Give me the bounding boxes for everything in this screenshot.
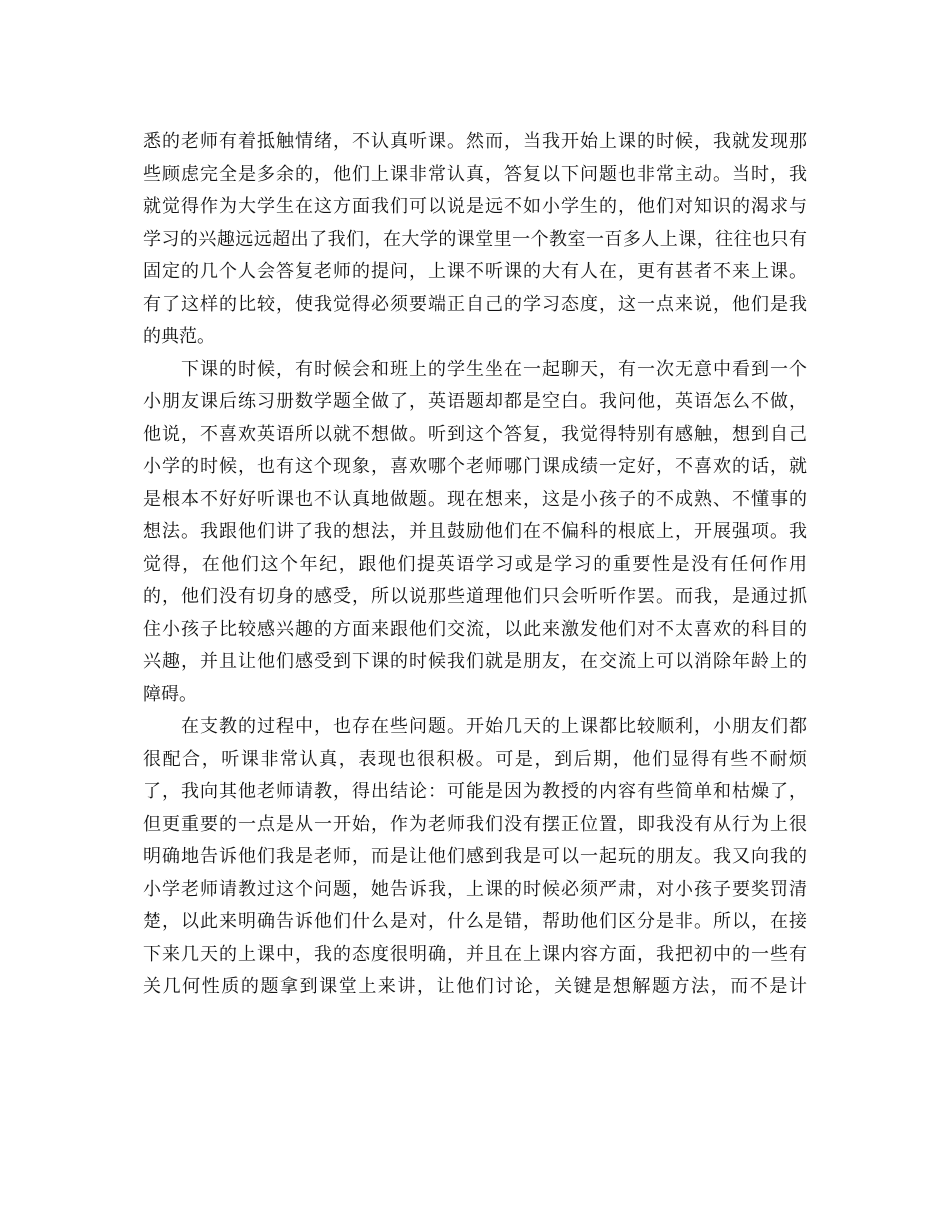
text-line: 障碍。	[143, 683, 197, 705]
text-line: 楚，以此来明确告诉他们什么是对，什么是错，帮助他们区分是非。所以，在接	[143, 911, 807, 932]
text-line: 有了这样的比较，使我觉得必须要端正自己的学习态度，这一点来说，他们是我	[143, 293, 807, 315]
paragraph-2	[143, 354, 807, 712]
text-line: 下课的时候，有时候会和班上的学生坐在一起聊天，有一次无意中看到一个	[181, 358, 807, 380]
body-text	[143, 126, 807, 1004]
text-line: 但更重要的一点是从一开始，作为老师我们没有摆正位置，即我没有从行为上很	[143, 813, 807, 835]
text-line: 些顾虑完全是多余的，他们上课非常认真，答复以下问题也非常主动。当时，我	[143, 163, 807, 185]
text-line: 小学的时候，也有这个现象，喜欢哪个老师哪门课成绩一定好，不喜欢的话，就	[143, 456, 807, 477]
text-line: 他说，不喜欢英语所以就不想做。听到这个答复，我觉得特别有感触，想到自己	[143, 423, 807, 445]
text-line: 下来几天的上课中，我的态度很明确，并且在上课内容方面，我把初中的一些有	[143, 943, 807, 965]
text-line: 住小孩子比较感兴趣的方面来跟他们交流，以此来激发他们对不太喜欢的科目的	[143, 618, 807, 640]
paragraph-1	[143, 126, 807, 354]
text-line: 的典范。	[143, 326, 215, 347]
text-line: 了，我向其他老师请教，得出结论：可能是因为教授的内容有些简单和枯燥了，	[143, 781, 807, 802]
text-line: 关几何性质的题拿到课堂上来讲，让他们讨论，关键是想解题方法，而不是计	[143, 976, 807, 997]
text-line: 是根本不好好听课也不认真地做题。现在想来，这是小孩子的不成熟、不懂事的	[143, 488, 807, 510]
text-line: 兴趣，并且让他们感受到下课的时候我们就是朋友，在交流上可以消除年龄上的	[143, 651, 807, 672]
text-line: 就觉得作为大学生在这方面我们可以说是远不如小学生的，他们对知识的渴求与	[143, 196, 807, 217]
text-line: 固定的几个人会答复老师的提问，上课不听课的大有人在，更有甚者不来上课。	[143, 261, 807, 282]
text-line: 悉的老师有着抵触情绪，不认真听课。然而，当我开始上课的时候，我就发现那	[143, 131, 807, 152]
paragraph-3	[143, 711, 807, 1004]
text-line: 学习的兴趣远远超出了我们，在大学的课堂里一个教室一百多人上课，往往也只有	[143, 228, 807, 250]
text-line: 觉得，在他们这个年纪，跟他们提英语学习或是学习的重要性是没有任何作用	[143, 553, 807, 575]
text-line: 的，他们没有切身的感受，所以说那些道理他们只会听听作罢。而我，是通过抓	[143, 586, 807, 607]
text-line: 很配合，听课非常认真，表现也很积极。可是，到后期，他们显得有些不耐烦	[143, 748, 807, 770]
text-line: 小朋友课后练习册数学题全做了，英语题却都是空白。我问他，英语怎么不做，	[143, 391, 807, 412]
text-line: 明确地告诉他们我是老师，而是让他们感到我是可以一起玩的朋友。我又向我的	[143, 846, 807, 867]
text-line: 小学老师请教过这个问题，她告诉我，上课的时候必须严肃，对小孩子要奖罚清	[143, 878, 807, 900]
text-line: 在支教的过程中，也存在些问题。开始几天的上课都比较顺利，小朋友们都	[181, 716, 807, 737]
text-line: 想法。我跟他们讲了我的想法，并且鼓励他们在不偏科的根底上，开展强项。我	[143, 521, 807, 542]
